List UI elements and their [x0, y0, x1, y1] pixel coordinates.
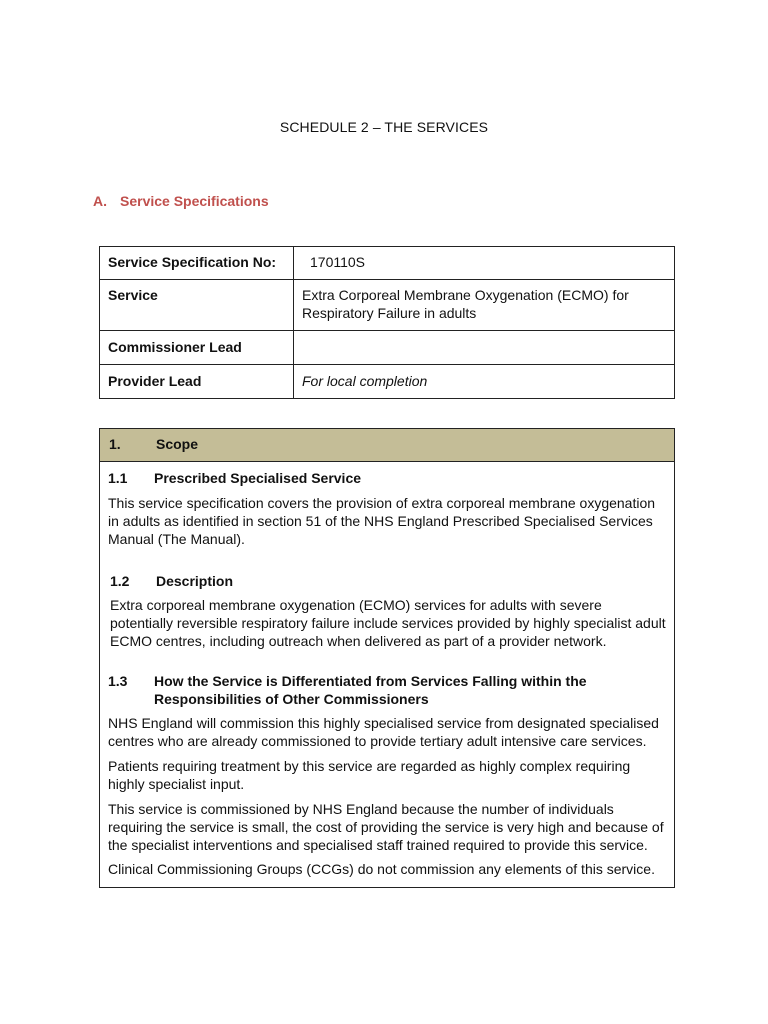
spec-number-value: 170110S [294, 247, 675, 280]
subsection-number: 1.3 [108, 673, 128, 689]
provider-lead-label: Provider Lead [100, 365, 294, 399]
table-row [100, 280, 675, 331]
paragraph: Clinical Commissioning Groups (CCGs) do not commission any elements of this service. [108, 861, 655, 877]
service-value: Extra Corporeal Membrane Oxygenation (ECMO) for Respiratory Failure in adults [294, 280, 675, 331]
scope-section [99, 428, 675, 888]
table-row [100, 365, 675, 399]
subsection-title: How the Service is Differentiated from Services Falling within the Responsibilities of Other Commissioners [154, 673, 587, 707]
paragraph: This service specification covers the provision of extra corporeal membrane oxygenation in adults as identified in section 51 of the NHS England Prescribed Specialised Services Manual (The Manual). [108, 495, 656, 547]
section-letter: A. [93, 193, 107, 209]
service-specification-table [99, 246, 675, 399]
paragraph: This service is commissioned by NHS England because the number of individuals requiring the service is small, the cost of providing the service is very high and because of the specialist interventions and specialised staff trained required to provide this service. [108, 801, 664, 853]
table-row [100, 247, 675, 280]
scope-number: 1. [109, 436, 121, 452]
section-title: Service Specifications [120, 193, 269, 209]
scope-header [100, 429, 674, 462]
paragraph: Extra corporeal membrane oxygenation (ECMO) services for adults with severe potentially reversible respiratory failure include services provided by highly specialist adult ECMO centres, including outreach when delivered as part of a provider network. [110, 597, 666, 649]
subsection-number: 1.2 [110, 573, 130, 589]
commissioner-lead-value [294, 331, 675, 365]
scope-title: Scope [156, 436, 199, 452]
commissioner-lead-label: Commissioner Lead [100, 331, 294, 365]
service-label: Service [100, 280, 294, 331]
table-row [100, 331, 675, 365]
section-heading [93, 193, 269, 209]
subsection-heading-1-1 [108, 469, 666, 487]
paragraph: Patients requiring treatment by this service are regarded as highly complex requiring highly specialist input. [108, 758, 631, 792]
schedule-title: SCHEDULE 2 – THE SERVICES [279, 119, 489, 135]
subsection-heading-1-2 [108, 572, 666, 590]
provider-lead-value: For local completion [294, 365, 675, 399]
paragraph: NHS England will commission this highly specialised service from designated specialised centres who are already commissioned to provide tertiary adult intensive care services. [108, 715, 659, 749]
scope-body [100, 462, 674, 887]
subsection-heading-1-3 [108, 672, 666, 708]
spec-number-label: Service Specification No: [100, 247, 294, 280]
subsection-title: Description [156, 573, 234, 589]
subsection-number: 1.1 [108, 470, 128, 486]
subsection-title: Prescribed Specialised Service [154, 470, 362, 486]
